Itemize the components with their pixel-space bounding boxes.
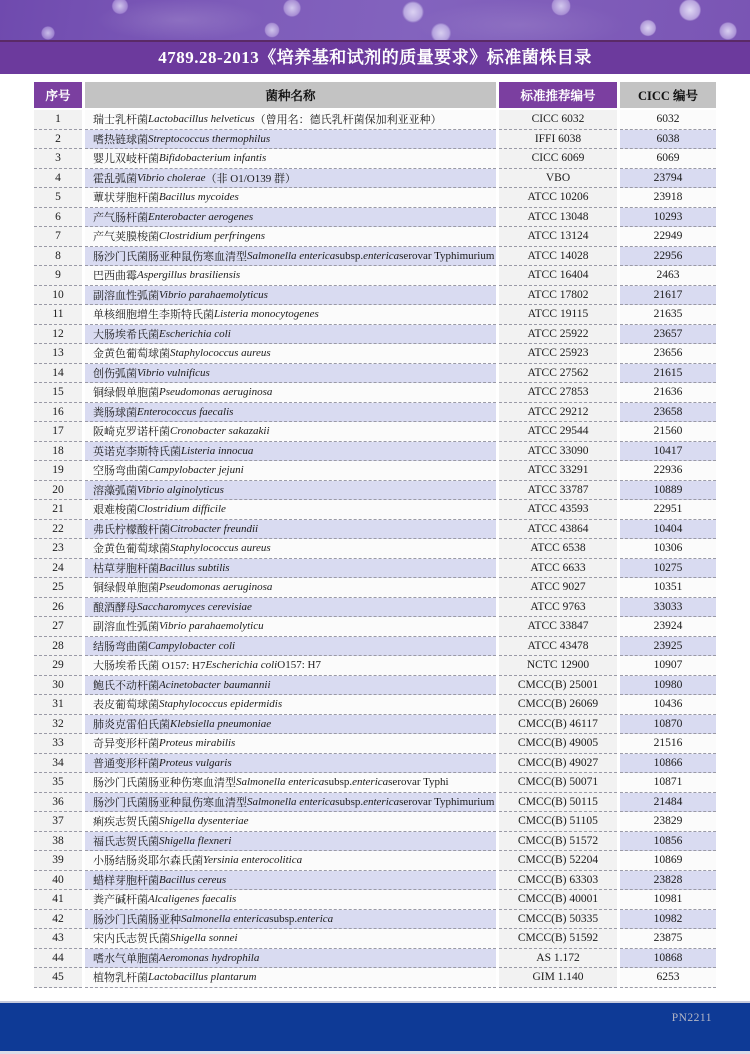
table-row (34, 968, 716, 988)
table-row (34, 520, 716, 540)
standard-code: ATCC 33291 (499, 461, 617, 481)
standard-code: CMCC(B) 49005 (499, 734, 617, 754)
standard-code: ATCC 9763 (499, 598, 617, 618)
strain-name: 福氏志贺氏菌 Shigella flexneri (85, 832, 496, 852)
cicc-number: 21484 (620, 793, 716, 813)
cicc-number: 2463 (620, 266, 716, 286)
table-row (34, 461, 716, 481)
cicc-number: 10980 (620, 676, 716, 696)
strain-name: 艰难梭菌 Clostridium difficile (85, 500, 496, 520)
table-row (34, 754, 716, 774)
cicc-number: 23658 (620, 403, 716, 423)
row-number: 9 (34, 266, 82, 286)
table-row (34, 715, 716, 735)
strain-name: 普通变形杆菌 Proteus vulgaris (85, 754, 496, 774)
strain-name: 粪肠球菌 Enterococcus faecalis (85, 403, 496, 423)
row-number: 38 (34, 832, 82, 852)
row-number: 33 (34, 734, 82, 754)
row-number: 15 (34, 383, 82, 403)
standard-code: IFFI 6038 (499, 130, 617, 150)
cicc-number: 22956 (620, 247, 716, 267)
row-number: 41 (34, 890, 82, 910)
cicc-number: 10982 (620, 910, 716, 930)
table-row (34, 364, 716, 384)
row-number: 31 (34, 695, 82, 715)
row-number: 20 (34, 481, 82, 501)
standard-code: NCTC 12900 (499, 656, 617, 676)
standard-code: ATCC 6633 (499, 559, 617, 579)
strain-name: 蜡样芽胞杆菌 Bacillus cereus (85, 871, 496, 891)
row-number: 22 (34, 520, 82, 540)
strain-name: 大肠埃希氏菌 O157: H7 Escherichia coli O157: H7 (85, 656, 496, 676)
standard-code: ATCC 29212 (499, 403, 617, 423)
cicc-number: 21635 (620, 305, 716, 325)
table-row (34, 617, 716, 637)
row-number: 42 (34, 910, 82, 930)
strain-name: 阪崎克罗诺杆菌 Cronobacter sakazakii (85, 422, 496, 442)
cicc-number: 10306 (620, 539, 716, 559)
standard-code: ATCC 43864 (499, 520, 617, 540)
table-row (34, 325, 716, 345)
column-header-cicc-number: CICC 编号 (620, 82, 716, 108)
row-number: 43 (34, 929, 82, 949)
standard-code: AS 1.172 (499, 949, 617, 969)
cicc-number: 10871 (620, 773, 716, 793)
footer-bar (0, 1001, 750, 1054)
table-row (34, 929, 716, 949)
table-row (34, 812, 716, 832)
standard-code: CMCC(B) 63303 (499, 871, 617, 891)
row-number: 16 (34, 403, 82, 423)
row-number: 4 (34, 169, 82, 189)
strain-name: 鲍氏不动杆菌 Acinetobacter baumannii (85, 676, 496, 696)
standard-code: ATCC 25923 (499, 344, 617, 364)
strain-table (34, 82, 716, 988)
standard-code: CICC 6032 (499, 110, 617, 130)
cicc-number: 23794 (620, 169, 716, 189)
strain-name: 枯草芽胞杆菌 Bacillus subtilis (85, 559, 496, 579)
row-number: 39 (34, 851, 82, 871)
cicc-number: 10404 (620, 520, 716, 540)
row-number: 36 (34, 793, 82, 813)
cicc-number: 10866 (620, 754, 716, 774)
strain-name: 金黄色葡萄球菌 Staphylococcus aureus (85, 539, 496, 559)
cicc-number: 10856 (620, 832, 716, 852)
strain-name: 铜绿假单胞菌 Pseudomonas aeruginosa (85, 578, 496, 598)
table-body (34, 110, 716, 988)
standard-code: CMCC(B) 49027 (499, 754, 617, 774)
strain-name: 大肠埃希氏菌 Escherichia coli (85, 325, 496, 345)
table-row (34, 559, 716, 579)
table-row (34, 403, 716, 423)
row-number: 28 (34, 637, 82, 657)
standard-code: CMCC(B) 46117 (499, 715, 617, 735)
strain-name: 痢疾志贺氏菌 Shigella dysenteriae (85, 812, 496, 832)
row-number: 34 (34, 754, 82, 774)
cicc-number: 33033 (620, 598, 716, 618)
row-number: 19 (34, 461, 82, 481)
table-row (34, 773, 716, 793)
standard-code: CMCC(B) 40001 (499, 890, 617, 910)
cicc-number: 22951 (620, 500, 716, 520)
column-header-strain-name: 菌种名称 (85, 82, 496, 108)
standard-code: VBO (499, 169, 617, 189)
standard-code: ATCC 25922 (499, 325, 617, 345)
row-number: 45 (34, 968, 82, 988)
standard-code: ATCC 19115 (499, 305, 617, 325)
table-row (34, 110, 716, 130)
cicc-number: 23925 (620, 637, 716, 657)
table-header-row (34, 82, 716, 108)
cicc-number: 23657 (620, 325, 716, 345)
table-row (34, 169, 716, 189)
strain-name: 小肠结肠炎耶尔森氏菌 Yersinia enterocolitica (85, 851, 496, 871)
row-number: 14 (34, 364, 82, 384)
standard-code: ATCC 13048 (499, 208, 617, 228)
strain-name: 粪产碱杆菌 Alcaligenes faecalis (85, 890, 496, 910)
cicc-number: 6038 (620, 130, 716, 150)
table-row (34, 481, 716, 501)
row-number: 29 (34, 656, 82, 676)
row-number: 26 (34, 598, 82, 618)
cicc-number: 10436 (620, 695, 716, 715)
strain-name: 巴西曲霉 Aspergillus brasiliensis (85, 266, 496, 286)
standard-code: CMCC(B) 51592 (499, 929, 617, 949)
standard-code: CMCC(B) 50335 (499, 910, 617, 930)
strain-name: 肠沙门氏菌肠亚种鼠伤寒血清型 Salmonella enterica subsp. enterica serovar Typhimurium (85, 793, 496, 813)
standard-code: CICC 6069 (499, 149, 617, 169)
cicc-number: 10351 (620, 578, 716, 598)
table-row (34, 851, 716, 871)
strain-name: 肺炎克雷伯氏菌 Klebsiella pneumoniae (85, 715, 496, 735)
table-row (34, 130, 716, 150)
row-number: 8 (34, 247, 82, 267)
cicc-number: 22949 (620, 227, 716, 247)
row-number: 6 (34, 208, 82, 228)
table-row (34, 422, 716, 442)
table-row (34, 598, 716, 618)
strain-name: 肠沙门氏菌肠亚种 Salmonella enterica subsp. enterica (85, 910, 496, 930)
strain-name: 蕈状芽胞杆菌 Bacillus mycoides (85, 188, 496, 208)
strain-name: 英诺克李斯特氏菌 Listeria innocua (85, 442, 496, 462)
cicc-number: 23829 (620, 812, 716, 832)
cicc-number: 23924 (620, 617, 716, 637)
strain-name: 副溶血性弧菌 Vibrio parahaemolyticu (85, 617, 496, 637)
row-number: 10 (34, 286, 82, 306)
row-number: 40 (34, 871, 82, 891)
strain-name: 铜绿假单胞菌 Pseudomonas aeruginosa (85, 383, 496, 403)
cicc-number: 6253 (620, 968, 716, 988)
row-number: 44 (34, 949, 82, 969)
row-number: 2 (34, 130, 82, 150)
table-row (34, 286, 716, 306)
cicc-number: 22936 (620, 461, 716, 481)
cicc-number: 10868 (620, 949, 716, 969)
standard-code: ATCC 16404 (499, 266, 617, 286)
row-number: 7 (34, 227, 82, 247)
cicc-number: 23918 (620, 188, 716, 208)
row-number: 37 (34, 812, 82, 832)
cicc-number: 10869 (620, 851, 716, 871)
strain-name: 奇异变形杆菌 Proteus mirabilis (85, 734, 496, 754)
table-row (34, 500, 716, 520)
strain-name: 弗氏柠檬酸杆菌 Citrobacter freundii (85, 520, 496, 540)
cicc-number: 6032 (620, 110, 716, 130)
row-number: 18 (34, 442, 82, 462)
strain-name: 结肠弯曲菌 Campylobacter coli (85, 637, 496, 657)
strain-name: 肠沙门氏菌肠亚种伤寒血清型 Salmonella enterica subsp. enterica serovar Typhi (85, 773, 496, 793)
strain-name: 嗜热链球菌 Streptococcus thermophilus (85, 130, 496, 150)
strain-name: 宋内氏志贺氏菌 Shigella sonnei (85, 929, 496, 949)
table-row (34, 344, 716, 364)
row-number: 11 (34, 305, 82, 325)
strain-name: 婴儿双岐杆菌 Bifidobacterium infantis (85, 149, 496, 169)
strain-name: 副溶血性弧菌 Vibrio parahaemolyticus (85, 286, 496, 306)
standard-code: ATCC 33787 (499, 481, 617, 501)
table-row (34, 305, 716, 325)
cicc-number: 10907 (620, 656, 716, 676)
row-number: 12 (34, 325, 82, 345)
row-number: 32 (34, 715, 82, 735)
microscopy-banner-image (0, 0, 750, 42)
table-row (34, 578, 716, 598)
table-row (34, 383, 716, 403)
column-header-no: 序号 (34, 82, 82, 108)
table-row (34, 676, 716, 696)
standard-code: ATCC 14028 (499, 247, 617, 267)
strain-name: 空肠弯曲菌 Campylobacter jejuni (85, 461, 496, 481)
row-number: 25 (34, 578, 82, 598)
standard-code: ATCC 43593 (499, 500, 617, 520)
table-row (34, 188, 716, 208)
cicc-number: 10417 (620, 442, 716, 462)
table-row (34, 793, 716, 813)
standard-code: ATCC 27853 (499, 383, 617, 403)
column-header-standard-code: 标准推荐编号 (499, 82, 617, 108)
table-row (34, 149, 716, 169)
strain-name: 溶藻弧菌 Vibrio alginolyticus (85, 481, 496, 501)
table-row (34, 734, 716, 754)
row-number: 5 (34, 188, 82, 208)
row-number: 17 (34, 422, 82, 442)
standard-code: GIM 1.140 (499, 968, 617, 988)
cicc-number: 6069 (620, 149, 716, 169)
strain-name: 肠沙门氏菌肠亚种鼠伤寒血清型 Salmonella enterica subsp. enterica serovar Typhimurium (85, 247, 496, 267)
cicc-number: 21516 (620, 734, 716, 754)
table-row (34, 871, 716, 891)
row-number: 27 (34, 617, 82, 637)
strain-name: 金黄色葡萄球菌 Staphylococcus aureus (85, 344, 496, 364)
table-row (34, 910, 716, 930)
row-number: 21 (34, 500, 82, 520)
standard-code: ATCC 29544 (499, 422, 617, 442)
strain-name: 表皮葡萄球菌 Staphylococcus epidermidis (85, 695, 496, 715)
table-row (34, 266, 716, 286)
cicc-number: 10889 (620, 481, 716, 501)
table-row (34, 656, 716, 676)
cicc-number: 23875 (620, 929, 716, 949)
cicc-number: 21636 (620, 383, 716, 403)
standard-code: CMCC(B) 25001 (499, 676, 617, 696)
cicc-number: 10981 (620, 890, 716, 910)
cicc-number: 10870 (620, 715, 716, 735)
standard-code: ATCC 10206 (499, 188, 617, 208)
strain-name: 产气肠杆菌 Enterobacter aerogenes (85, 208, 496, 228)
standard-code: ATCC 9027 (499, 578, 617, 598)
standard-code: CMCC(B) 51572 (499, 832, 617, 852)
standard-code: ATCC 33090 (499, 442, 617, 462)
page-title: 4789.28-2013《培养基和试剂的质量要求》标准菌株目录 (0, 42, 750, 74)
standard-code: ATCC 6538 (499, 539, 617, 559)
cicc-number: 21615 (620, 364, 716, 384)
strain-name: 单核细胞增生李斯特氏菌 Listeria monocytogenes (85, 305, 496, 325)
strain-name: 产气荚膜梭菌 Clostridium perfringens (85, 227, 496, 247)
standard-code: ATCC 33847 (499, 617, 617, 637)
row-number: 24 (34, 559, 82, 579)
table-row (34, 890, 716, 910)
table-row (34, 247, 716, 267)
cicc-number: 10275 (620, 559, 716, 579)
table-row (34, 539, 716, 559)
table-row (34, 227, 716, 247)
cicc-number: 23656 (620, 344, 716, 364)
strain-name: 植物乳杆菌 Lactobacillus plantarum (85, 968, 496, 988)
standard-code: ATCC 27562 (499, 364, 617, 384)
strain-name: 创伤弧菌 Vibrio vulnificus (85, 364, 496, 384)
row-number: 30 (34, 676, 82, 696)
table-row (34, 442, 716, 462)
product-code: PN2211 (671, 1012, 712, 1024)
standard-code: CMCC(B) 50115 (499, 793, 617, 813)
table-row (34, 949, 716, 969)
cicc-number: 23828 (620, 871, 716, 891)
row-number: 13 (34, 344, 82, 364)
cicc-number: 21617 (620, 286, 716, 306)
strain-name: 霍乱弧菌 Vibrio cholerae （非 O1/O139 群） (85, 169, 496, 189)
strain-name: 瑞士乳杆菌 Lactobacillus helveticus （曾用名：德氏乳杆菌保加利亚亚种） (85, 110, 496, 130)
row-number: 3 (34, 149, 82, 169)
row-number: 1 (34, 110, 82, 130)
row-number: 35 (34, 773, 82, 793)
standard-code: CMCC(B) 52204 (499, 851, 617, 871)
table-row (34, 208, 716, 228)
strain-name: 嗜水气单胞菌 Aeromonas hydrophila (85, 949, 496, 969)
strain-name: 酿酒酵母 Saccharomyces cerevisiae (85, 598, 496, 618)
table-row (34, 637, 716, 657)
standard-code: CMCC(B) 51105 (499, 812, 617, 832)
standard-code: CMCC(B) 50071 (499, 773, 617, 793)
row-number: 23 (34, 539, 82, 559)
standard-code: ATCC 43478 (499, 637, 617, 657)
standard-code: ATCC 17802 (499, 286, 617, 306)
table-row (34, 832, 716, 852)
cicc-number: 10293 (620, 208, 716, 228)
cicc-number: 21560 (620, 422, 716, 442)
standard-code: CMCC(B) 26069 (499, 695, 617, 715)
table-row (34, 695, 716, 715)
standard-code: ATCC 13124 (499, 227, 617, 247)
